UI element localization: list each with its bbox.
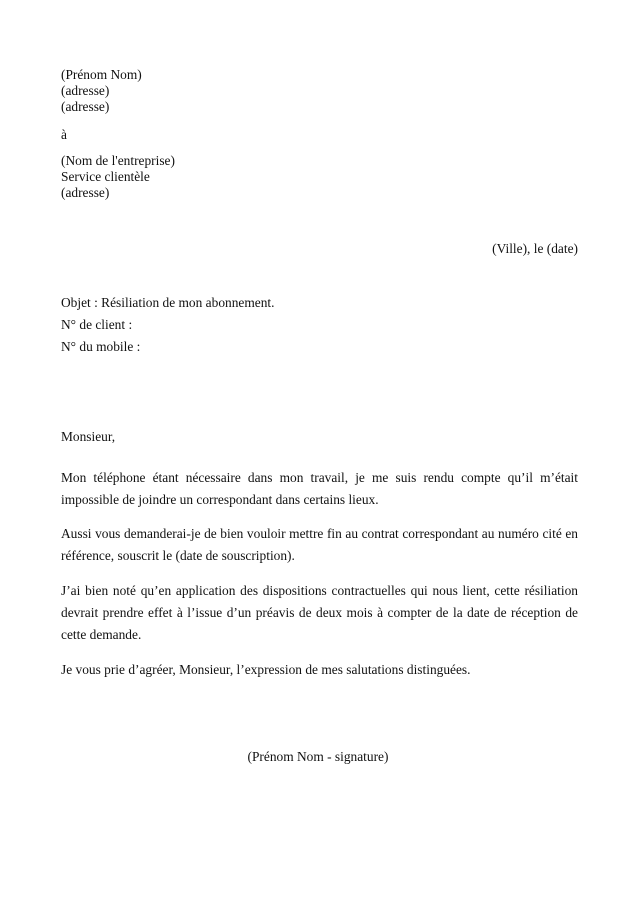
body-paragraph-1: Mon téléphone étant nécessaire dans mon travail, je me suis rendu compte qu’il m’était impossible de joindre un correspondant dans certains lieux. xyxy=(61,470,578,507)
recipient-address: (adresse) xyxy=(61,185,110,200)
salutation: Monsieur, xyxy=(61,429,116,444)
to-word: à xyxy=(61,127,67,142)
closing-formula: Je vous prie d’agréer, Monsieur, l’expression de mes salutations distinguées. xyxy=(61,662,471,677)
client-number-line: N° de client : xyxy=(61,317,133,332)
body-paragraph-2: Aussi vous demanderai-je de bien vouloir mettre fin au contrat correspondant au numéro cité en référence, souscrit le (date de souscription). xyxy=(61,526,578,563)
recipient-department: Service clientèle xyxy=(61,169,150,184)
sender-name: (Prénom Nom) xyxy=(61,67,142,82)
signature: (Prénom Nom - signature) xyxy=(247,749,389,764)
mobile-number-line: N° du mobile : xyxy=(61,339,141,354)
subject-line: Objet : Résiliation de mon abonnement. xyxy=(61,295,275,310)
sender-address-line-2: (adresse) xyxy=(61,99,110,114)
body-paragraph-3: J’ai bien noté qu’en application des dispositions contractuelles qui nous lient, cette résiliation devrait prendre effet à l’issue d’un préavis de deux mois à compter de la date de réception de cette demande. xyxy=(61,583,578,642)
recipient-company: (Nom de l'entreprise) xyxy=(61,153,175,168)
place-and-date: (Ville), le (date) xyxy=(492,241,578,256)
sender-address-line-1: (adresse) xyxy=(61,83,110,98)
